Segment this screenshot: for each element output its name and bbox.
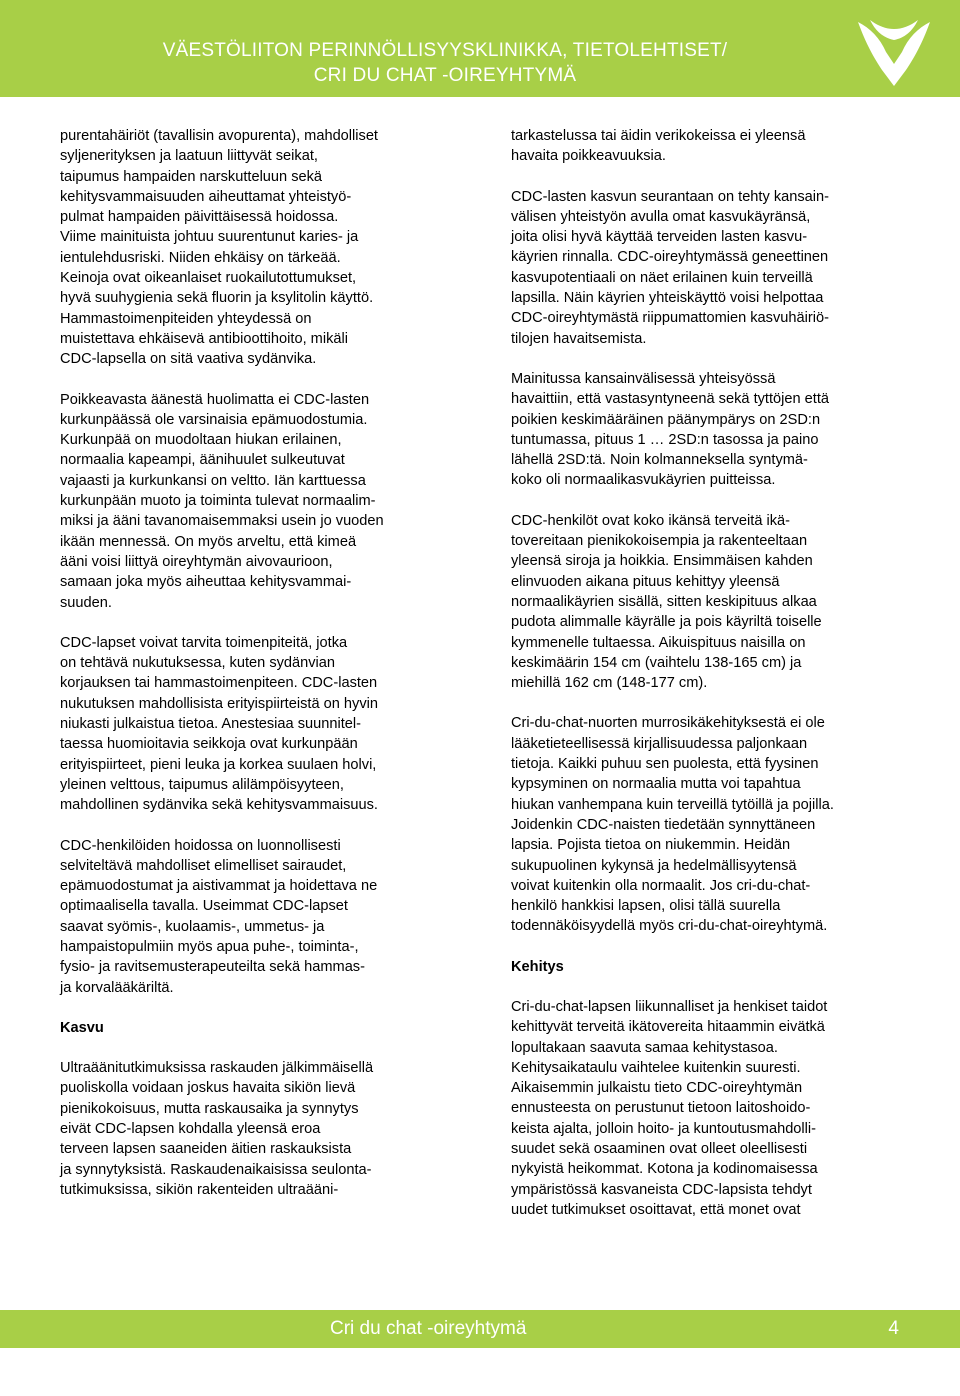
paragraph-adult-height: CDC-henkilöt ovat koko ikänsä terveitä ikä- tovereitaan pienikokoisempia ja rakenteeltaan yleensä siroja ja hoikkia. Ensimmäisen kahden elinvuoden aikana pituus kehittyy yleensä normaalikäyrien sisällä, sitten keskipituus alkaa pudota alimmalle käyrälle ja pois käyriltä toiselle kymmenelle tultaessa. Aikuispituus naisilla on keskimäärin 154 cm (vaihtelu 138-165 cm) ja miehillä 162 cm (148-177 cm). bbox=[511, 512, 822, 692]
paragraph-blood-tests: tarkastelussa tai äidin verikokeissa ei yleensä havaita poikkeavuuksia. bbox=[511, 128, 806, 165]
page-header bbox=[0, 0, 960, 97]
footer-title: Cri du chat -oireyhtymä bbox=[330, 1318, 527, 1339]
paragraph-anesthesia: CDC-lapset voivat tarvita toimenpiteitä, jotka on tehtävä nukutuksessa, kuten sydänvian korjauksen tai hammastoimenpiteen. CDC-lasten nukutuksen mahdollisista erityispiirteistä on hyvin niukasti julkaistua tietoa. Anestesiaa suunnitel- taessa huomioitavia seikkoja ovat kurkunpään erityispiirteet, pieni leuka ja korkea suulaen holvi, yleinen velttous, taipumus alilämpöisyyteen, mahdollinen sydänvika sekä kehitysvammaisuus. bbox=[60, 634, 378, 814]
page-footer bbox=[0, 1310, 960, 1348]
right-column bbox=[511, 126, 901, 1240]
paragraph-care: CDC-henkilöiden hoidossa on luonnollisesti selviteltävä mahdolliset elimelliset sairaudet, epämuodostumat ja aistivammat ja hoidettava ne optimaalisella tavalla. Useimmat CDC-lapset saavat syömis-, kuolaamis-, ummetus- ja hampaistopulmiin myös apua puhe-, toiminta-, fysio- ja ravitsemusterapeuteilta sekä hammas- ja korvalääkäriltä. bbox=[60, 837, 378, 996]
left-column bbox=[60, 126, 445, 1220]
header-title bbox=[60, 38, 830, 88]
paragraph-newborn-measures: Mainitussa kansainvälisessä yhteisyössä havaittiin, että vastasyntyneenä sekä tyttöjen että poikien keskimääräinen päänympärys on 2SD:n tuntumassa, pituus 1 … 2SD:n tasossa ja paino lähellä 2SD:tä. Noin kolmanneksella syntymä- koko oli normaalikasvukäyrien puitteissa. bbox=[511, 370, 830, 489]
header-title-line-1: VÄESTÖLIITON PERINNÖLLISYYSKLINIKKA, TIETOLEHTISET/ bbox=[162, 40, 728, 61]
paragraph-larynx: Poikkeavasta äänestä huolimatta ei CDC-lasten kurkunpäässä ole varsinaisia epämuodostumia. Kurkunpää on muodoltaan hiukan erilainen, normaalia kapeampi, äänihuulet sulkeutuvat vajaasti ja kurkunkansi on veltto. Iän karttuessa kurkunpään muoto ja toiminta tulevat normaalim- miksi ja ääni tavanomaisemmaksi usein jo vuoden ikään mennessä. On myös arveltu, että kimeä ääni voisi liittyä oireyhtymän aivovaurioon, samaan joka myös aiheuttaa kehitysvammai- suuden. bbox=[60, 391, 384, 611]
heading-kehitys: Kehitys bbox=[511, 958, 564, 975]
vaestoliitto-logo-icon bbox=[852, 14, 936, 90]
paragraph-growth-charts: CDC-lasten kasvun seurantaan on tehty kansain- välisen yhteistyön avulla omat kasvukäyränsä, joita olisi hyvä käyttää terveiden lasten kasvu- käyrien rinnalla. CDC-oireyhtymässä geneettinen kasvupotentiaali on näet erilainen kuin terveillä lapsilla. Näin käyrien yhteiskäyttö voisi helpottaa CDC-oireyhtymästä riippumattomien kasvuhäiriö- tilojen havaitsemista. bbox=[511, 188, 829, 347]
paragraph-ultrasound: Ultraäänitutkimuksissa raskauden jälkimmäisellä puoliskolla voidaan joskus havaita sikiön lievä pienikokoisuus, mutta raskausaika ja synnytys eivät CDC-lapsen kohdalla yleensä eroa terveen lapsen saaneiden äitien raskauksista ja synnytyksistä. Raskaudenaikaisissa seulonta- tutkimuksissa, sikiön rakenteiden ultraääni- bbox=[60, 1060, 374, 1198]
paragraph-puberty: Cri-du-chat-nuorten murrosikäkehityksestä ei ole lääketieteellisessä kirjallisuudessa paljonkaan tietoja. Kaikki puhuu sen puolesta, että fyysinen kypsyminen on normaalia mutta voi tapahtua hiukan vanhempana kuin terveillä tytöillä ja pojilla. Joidenkin CDC-naisten tiedetään synnyttäneen lapsia. Pojista tietoa on niukemmin. Heidän sukupuolinen kykynsä ja hedelmällisyytensä voivat kuitenkin olla normaalit. Jos cri-du-chat- henkilö hankkisi lapsen, olisi tällä suurella todennäköisyydellä myös cri-du-chat-oireyhtymä. bbox=[511, 715, 834, 935]
header-title-line-2: CRI DU CHAT -OIREYHTYMÄ bbox=[313, 65, 577, 86]
heading-kasvu: Kasvu bbox=[60, 1019, 104, 1036]
paragraph-dental-care: purentahäiriöt (tavallisin avopurenta), mahdolliset syljenerityksen ja laatuun liittyvät seikat, taipumus hampaiden narskutteluun sekä kehitysvammaisuuden aiheuttamat yhteistyö- pulmat hampaiden päivittäisessä hoidossa. Viime mainituista johtuu suurentunut karies- ja ientulehdusriski. Niiden ehkäisy on tärkeää. Keinoja ovat oikeanlaiset ruokailutottumukset, hyvä suuhygienia sekä fluorin ja ksylitolin käyttö. Hammastoimenpiteiden yhteydessä on muistettava ehkäisevä antibioottihoito, mikäli CDC-lapsella on sitä vaativa sydänvika. bbox=[60, 128, 378, 368]
paragraph-development: Cri-du-chat-lapsen liikunnalliset ja henkiset taidot kehittyvät terveitä ikätovereita hitaammin eivätkä lopultakaan saavuta samaa kehitystasoa. Kehitysaikataulu vaihtelee kuitenkin suuresti. Aikaisemmin julkaistu tieto CDC-oireyhtymän ennusteesta on perustunut tietoon laitoshoido- keista ajalta, jolloin hoito- ja kuntoutusmahdolli- suudet sekä osaaminen ovat olleet oleellisesti nykyistä heikommat. Kotona ja kodinomaisessa ympäristössä kasvaneista CDC-lapsista tehdyt uudet tutkimukset osoittavat, että monet ovat bbox=[511, 998, 828, 1218]
page-number: 4 bbox=[888, 1318, 899, 1339]
